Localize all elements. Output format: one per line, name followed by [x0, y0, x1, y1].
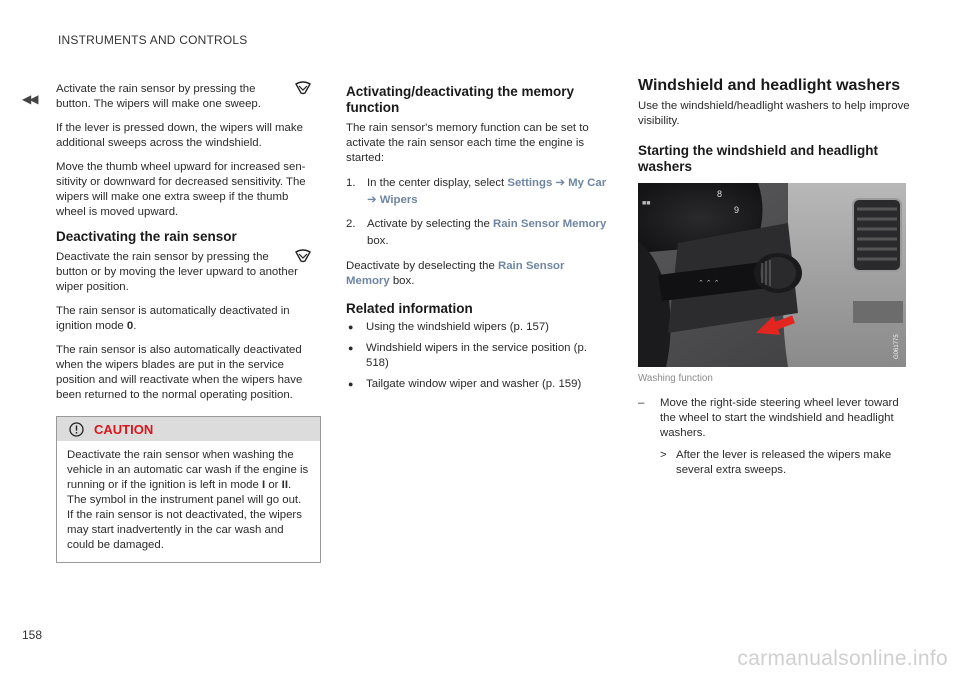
action-result: > After the lever is released the wipers make several extra sweeps.: [660, 449, 892, 476]
menu-settings: Settings: [507, 177, 553, 189]
menu-arrow-icon: ➔: [367, 194, 380, 206]
caution-box: [56, 416, 321, 563]
paragraph-deselect: Deactivate by deselecting the Rain Sensor Memory box.: [346, 260, 565, 287]
paragraph-washers-lead: Use the windshield/headlight washers to help improve visibility.: [638, 100, 910, 127]
page-number: 158: [22, 628, 43, 642]
step-1: 1. In the center display, select Settings ➔ My Car ➔ Wipers: [346, 177, 607, 206]
menu-wipers: Wipers: [379, 194, 418, 206]
paragraph-service-position: The rain sensor is also automatically deactivated when the wipers blades are put in the service position and will reactivate when the wipers have been returned to the normal operating position.: [56, 344, 303, 401]
step-2: 2. Activate by selecting the Rain Sensor Memory box.: [346, 218, 607, 247]
svg-text:⌃ ⌃ ⌃: ⌃ ⌃ ⌃: [698, 280, 720, 287]
column-left: [56, 82, 320, 563]
column-right: [638, 77, 910, 478]
related-link[interactable]: ● Windshield wipers in the service position (p. 518): [348, 342, 587, 369]
caution-icon: [69, 422, 84, 437]
action-step: – Move the right-side steering wheel lever toward the wheel to start the windshield and headlight washers.: [638, 397, 899, 439]
svg-text:9: 9: [734, 205, 740, 215]
heading-washers: Windshield and headlight washers: [638, 77, 901, 94]
continued-marker: ◀◀: [22, 92, 37, 106]
column-middle: [346, 82, 610, 398]
steps-list: [346, 175, 610, 250]
paragraph-memory-intro: The rain sensor's memory function can be set to activate the rain sensor each time the engine is started:: [346, 122, 589, 164]
heading-deactivate: Deactivating the rain sensor: [56, 229, 237, 244]
svg-text:8: 8: [717, 189, 723, 199]
menu-rain-sensor-memory: Rain Sensor Memory: [346, 260, 565, 287]
menu-arrow-icon: ➔: [552, 177, 569, 189]
menu-my-car: My Car: [568, 177, 607, 189]
paragraph-ignition: The rain sensor is automatically deactivated in ignition mode 0.: [56, 305, 290, 332]
paragraph-thumb-wheel: Move the thumb wheel upward for increased sen- sitivity or downward for decreased sensitivity. The wipers will make one extra sweep if the thumb wheel is moved upward.: [56, 161, 306, 218]
washer-lever-photo: [638, 183, 906, 367]
related-link[interactable]: ● Tailgate window wiper and washer (p. 159): [348, 378, 582, 390]
rain-sensor-icon: [294, 249, 312, 263]
figure-caption: Washing function: [638, 373, 713, 384]
paragraph-deactivate: Deactivate the rain sensor by pressing the button or by moving the lever upward to another wiper position.: [56, 250, 320, 295]
washer-lever-illustration: [638, 183, 906, 367]
related-list: [346, 320, 610, 392]
paragraph-lever-down: If the lever is pressed down, the wipers will make additional sweeps across the windshield.: [56, 122, 303, 149]
heading-related-information: Related information: [346, 301, 473, 316]
caution-text: Deactivate the rain sensor when washing the vehicle in an automatic car wash if the engine is running or if the ignition is left in mode I or II. The symbol in the instrument panel will go out. If the rain sensor is not deactivated, the wipers may start inadvertently in the car wash and could be damaged.: [67, 449, 309, 551]
figure-code: G061775: [894, 334, 900, 359]
related-link[interactable]: ● Using the windshield wipers (p. 157): [348, 321, 549, 333]
rain-sensor-icon: [294, 81, 312, 95]
heading-memory-function: Activating/deactivating the memory function: [346, 84, 575, 115]
watermark: carmanualsonline.info: [737, 647, 948, 670]
caution-title: CAUTION: [94, 421, 154, 437]
ignition-mode: 0: [126, 320, 134, 332]
menu-rain-sensor-memory: Rain Sensor Memory: [493, 218, 607, 230]
heading-starting-washers: Starting the windshield and headlight washers: [638, 143, 879, 174]
svg-text:■■: ■■: [642, 200, 651, 207]
caution-header: [57, 417, 320, 441]
paragraph-activate: Activate the rain sensor by pressing the button. The wipers will make one sweep.: [56, 82, 320, 112]
section-header: INSTRUMENTS AND CONTROLS: [58, 33, 248, 47]
